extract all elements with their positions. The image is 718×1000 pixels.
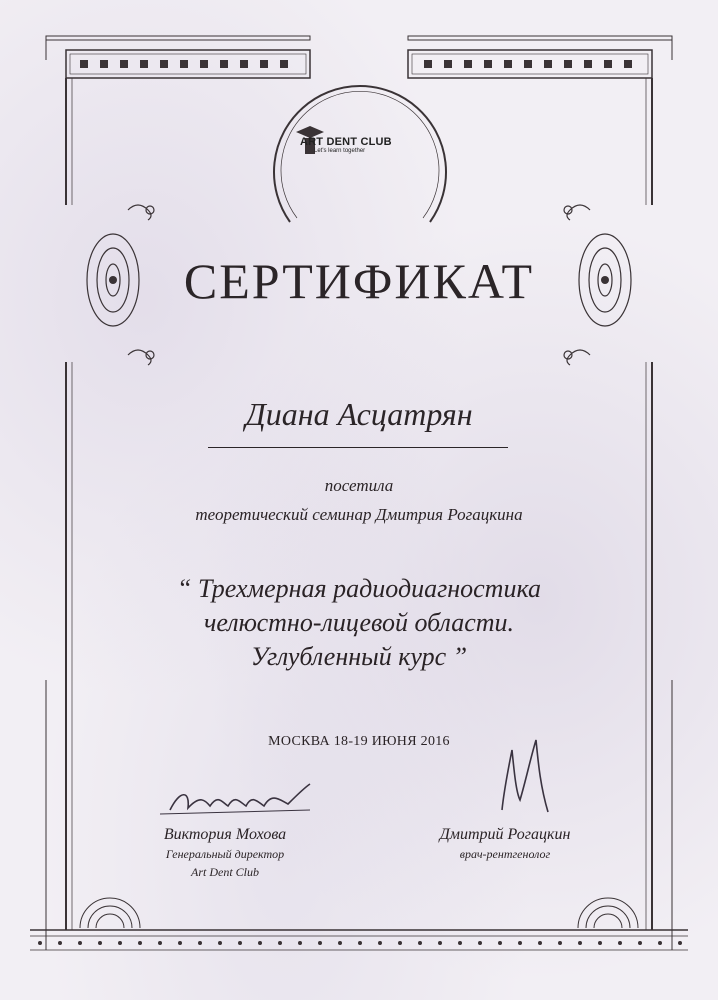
course-title-line-3: Углубленный курс ” (250, 642, 468, 671)
logo-name: ART DENT CLUB (300, 136, 392, 148)
logo-tagline: Let's learn together (314, 148, 366, 154)
signatory-right-name: Дмитрий Рогацкин (439, 826, 571, 843)
recipient-name: Диана Асцатрян (245, 396, 473, 432)
certificate-title: СЕРТИФИКАТ (183, 253, 535, 309)
signatory-left-org: Art Dent Club (191, 865, 259, 879)
signatory-left-title: Генеральный директор (165, 847, 285, 861)
name-underline (208, 447, 508, 448)
attended-text: посетила (324, 476, 394, 495)
logo (300, 136, 440, 154)
signature-left (160, 780, 320, 820)
signatory-right (400, 826, 610, 862)
seminar-text: теоретический семинар Дмитрия Рогацкина (195, 505, 523, 524)
signature-right (490, 730, 570, 820)
signatory-left-name: Виктория Мохова (163, 826, 287, 843)
place-and-date: МОСКВА 18-19 ИЮНЯ 2016 (268, 734, 450, 749)
course-title-line-1: “ Трехмерная радиодиагностика (177, 574, 541, 603)
signatory-left (125, 826, 325, 880)
signatory-right-title: врач-рентгенолог (459, 847, 551, 861)
course-title-line-2: челюстно-лицевой области. (203, 608, 515, 637)
